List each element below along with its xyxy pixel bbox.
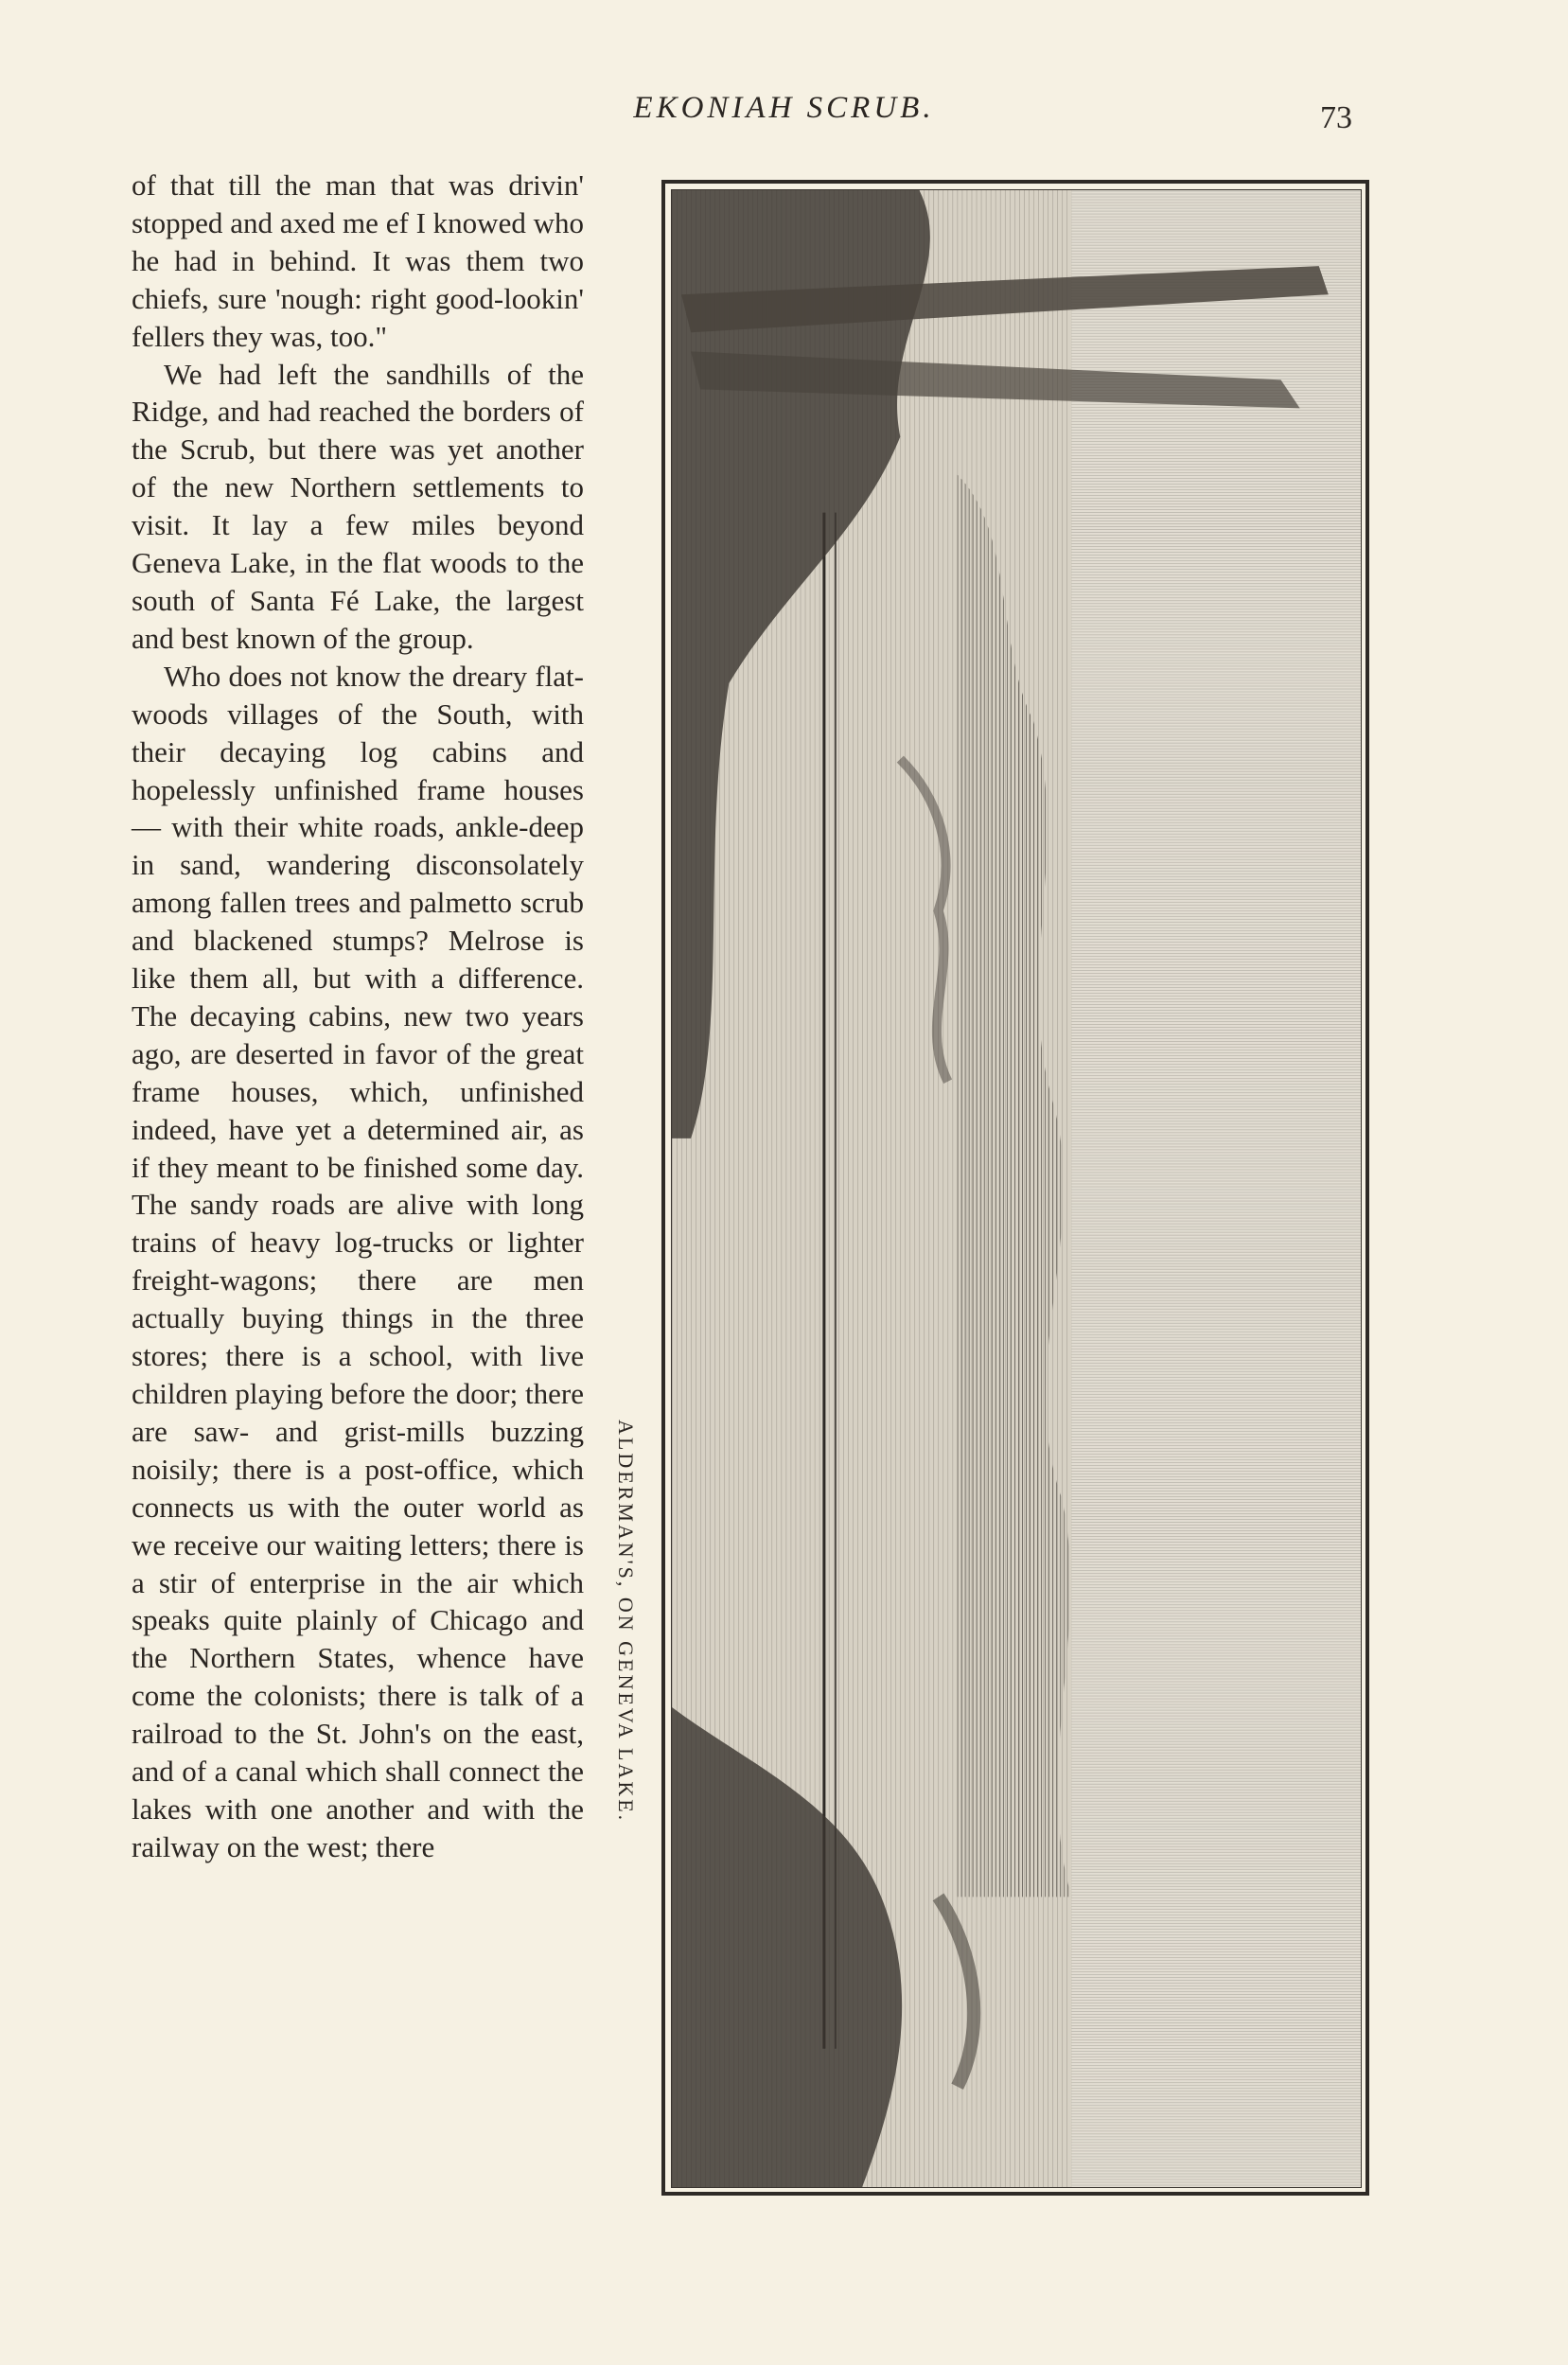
engraving-drawing <box>672 190 1361 2187</box>
illustration-caption: ALDERMAN'S, ON GENEVA LAKE. <box>614 1420 638 1824</box>
engraving-plate <box>661 180 1369 2196</box>
paragraph: We had left the sandhills of the Ridge, and had reached the borders of the Scrub, but there was yet another of the new Northern settlements to visit. It lay a few miles beyond Geneva Lake, in the flat woods to the south of Santa Fé Lake, the largest and best known of the group. <box>132 357 584 655</box>
paragraph: Who does not know the dreary flat-woods villages of the South, with their decaying log cabins and hopelessly unfinished frame houses — with their white roads, ankle-deep in sand, wandering disconsolately among fallen trees and palmetto scrub and blackened stumps? Melrose is like them all, but with a difference. The decaying cabins, new two years ago, are deserted in favor of the great frame houses, which, unfinished indeed, have yet a determined air, as if they meant to be finished some day. The sandy roads are alive with long trains of heavy log-trucks or lighter freight-wagons; there are men actually buying things in the three stores; there is a school, with live children playing before the door; there are saw- and grist-mills buzzing noisily; there is a post-office, which connects us with the outer world as we receive our waiting letters; there is a stir of enterprise in the air which speaks quite plainly of Chicago and the Northern States, whence have come the colonists; there is talk of a railroad to the St. John's on the east, and of a canal which shall connect the lakes with one another and with the railway on the west; there <box>132 659 584 1863</box>
page-number: 73 <box>1320 100 1352 135</box>
paragraph: of that till the man that was drivin' stopped and axed me ef I knowed who he had in behind. It was them two chiefs, sure 'nough: right good-lookin' fellers they was, too." <box>132 168 584 353</box>
body-text-column <box>132 167 584 1866</box>
running-head: EKONIAH SCRUB. <box>633 91 935 125</box>
engraving-illustration <box>671 189 1362 2188</box>
